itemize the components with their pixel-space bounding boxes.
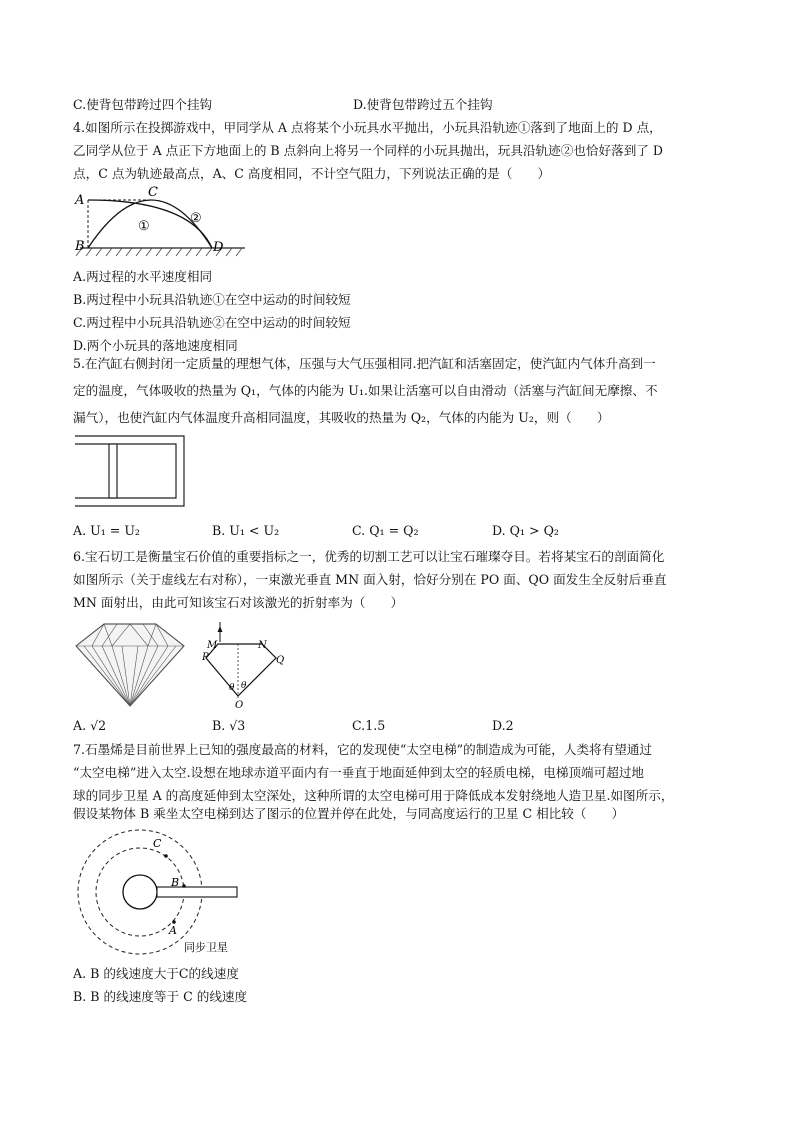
q5-stem-line1: 5.在汽缸右侧封闭一定质量的理想气体，压强与大气压强相同.把汽缸和活塞固定，使汽缸内气体升高到一 xyxy=(73,356,656,371)
q6-stem-line3: MN 面射出，由此可知该宝石对该激光的折射率为（ ） xyxy=(73,595,404,610)
q4-stem-line3: 点，C 点为轨迹最高点，A、C 高度相同，不计空气阻力，下列说法正确的是（ ） xyxy=(73,166,551,181)
q6-stem-line1: 6.宝石切工是衡量宝石价值的重要指标之一，优秀的切割工艺可以让宝石璀璨夺目。若将某宝石的剖面简化 xyxy=(73,549,665,564)
q3-option-d: D.使背包带跨过五个挂钩 xyxy=(353,97,493,112)
q4-label-b: B xyxy=(75,239,85,254)
q7-label-a: A xyxy=(169,924,177,937)
q7-label-c: C xyxy=(153,837,162,850)
q7-label-sync-satellite: 同步卫星 xyxy=(184,941,228,954)
q6-gem-diagram xyxy=(194,620,290,710)
q5-option-a: A. U₁ = U₂ xyxy=(73,523,140,538)
q6-option-c: C.1.5 xyxy=(352,718,386,733)
q4-label-c: C xyxy=(148,185,158,200)
q5-option-c: C. Q₁ = Q₂ xyxy=(352,523,419,538)
q7-label-b: B xyxy=(171,876,180,889)
q4-label-a: A xyxy=(75,193,85,208)
q4-option-a: A.两过程的水平速度相同 xyxy=(73,269,213,284)
q4-option-d: D.两个小玩具的落地速度相同 xyxy=(73,338,238,353)
q6-label-q: Q xyxy=(276,655,285,666)
q6-option-a: A. √2 xyxy=(73,718,107,733)
q6-option-b: B. √3 xyxy=(212,718,246,733)
q7-space-elevator-figure xyxy=(74,826,244,958)
q4-label-d: D xyxy=(213,240,224,255)
q7-stem-line1: 7.石墨烯是目前世界上已知的强度最高的材料，它的发现使“太空电梯”的制造成为可能，人类将有望通过 xyxy=(73,742,653,757)
q5-option-b: B. U₁ < U₂ xyxy=(212,523,280,538)
q7-option-b: B. B 的线速度等于 C 的线速度 xyxy=(73,989,248,1004)
q5-stem-line2: 定的温度，气体吸收的热量为 Q₁，气体的内能为 U₁.如果让活塞可以自由滑动（活塞与汽缸间无摩擦、不 xyxy=(73,383,658,398)
q4-trajectory-figure xyxy=(70,182,250,262)
q4-option-c: C.两过程中小玩具沿轨迹②在空中运动的时间较短 xyxy=(73,315,351,330)
q5-cylinder-figure xyxy=(72,432,192,512)
q7-stem-line2: “太空电梯”进入太空.设想在地球赤道平面内有一垂直于地面延伸到太空的轻质电梯，电梯顶端可超过地 xyxy=(73,765,645,780)
q6-label-m: M xyxy=(207,640,218,651)
q6-label-o: O xyxy=(235,700,244,710)
q5-stem-line3: 漏气），也使汽缸内气体温度升高相同温度，其吸收的热量为 Q₂，气体的内能为 U₂，则（ ） xyxy=(73,410,610,425)
q7-stem-line3: 球的同步卫星 A 的高度延伸到太空深处，这种所谓的太空电梯可用于降低成本发射绕地人造卫星.如图所示， xyxy=(73,788,674,803)
q4-label-track1: ① xyxy=(138,219,150,234)
q4-label-track2: ② xyxy=(190,211,202,226)
q7-option-a: A. B 的线速度大于C的线速度 xyxy=(73,966,239,981)
q4-stem-line1: 4.如图所示在投掷游戏中，甲同学从 A 点将某个小玩具水平抛出，小玩具沿轨迹①落到了地面上的 D 点， xyxy=(73,120,662,135)
q5-option-d: D. Q₁ > Q₂ xyxy=(492,523,559,538)
q6-label-p: P xyxy=(202,652,209,663)
q4-stem-line2: 乙同学从位于 A 点正下方地面上的 B 点斜向上将另一个同样的小玩具抛出，玩具沿轨迹②也恰好落到了 D xyxy=(73,143,663,158)
q6-label-theta-right: θ xyxy=(241,681,247,691)
q6-gem-photo xyxy=(74,622,186,708)
q6-option-d: D.2 xyxy=(492,718,514,733)
q7-stem-line4: 假设某物体 B 乘坐太空电梯到达了图示的位置并停在此处，与同高度运行的卫星 C 相比较（ ） xyxy=(73,806,625,821)
q6-stem-line2: 如图所示（关于虚线左右对称），一束激光垂直 MN 面入射，恰好分别在 PO 面、QO 面发生全反射后垂直 xyxy=(73,572,667,587)
q6-label-theta-left: θ xyxy=(229,683,235,693)
q6-label-n: N xyxy=(258,640,267,651)
q4-option-b: B.两过程中小玩具沿轨迹①在空中运动的时间较短 xyxy=(73,292,351,307)
q3-option-c: C.使背包带跨过四个挂钩 xyxy=(73,97,213,112)
